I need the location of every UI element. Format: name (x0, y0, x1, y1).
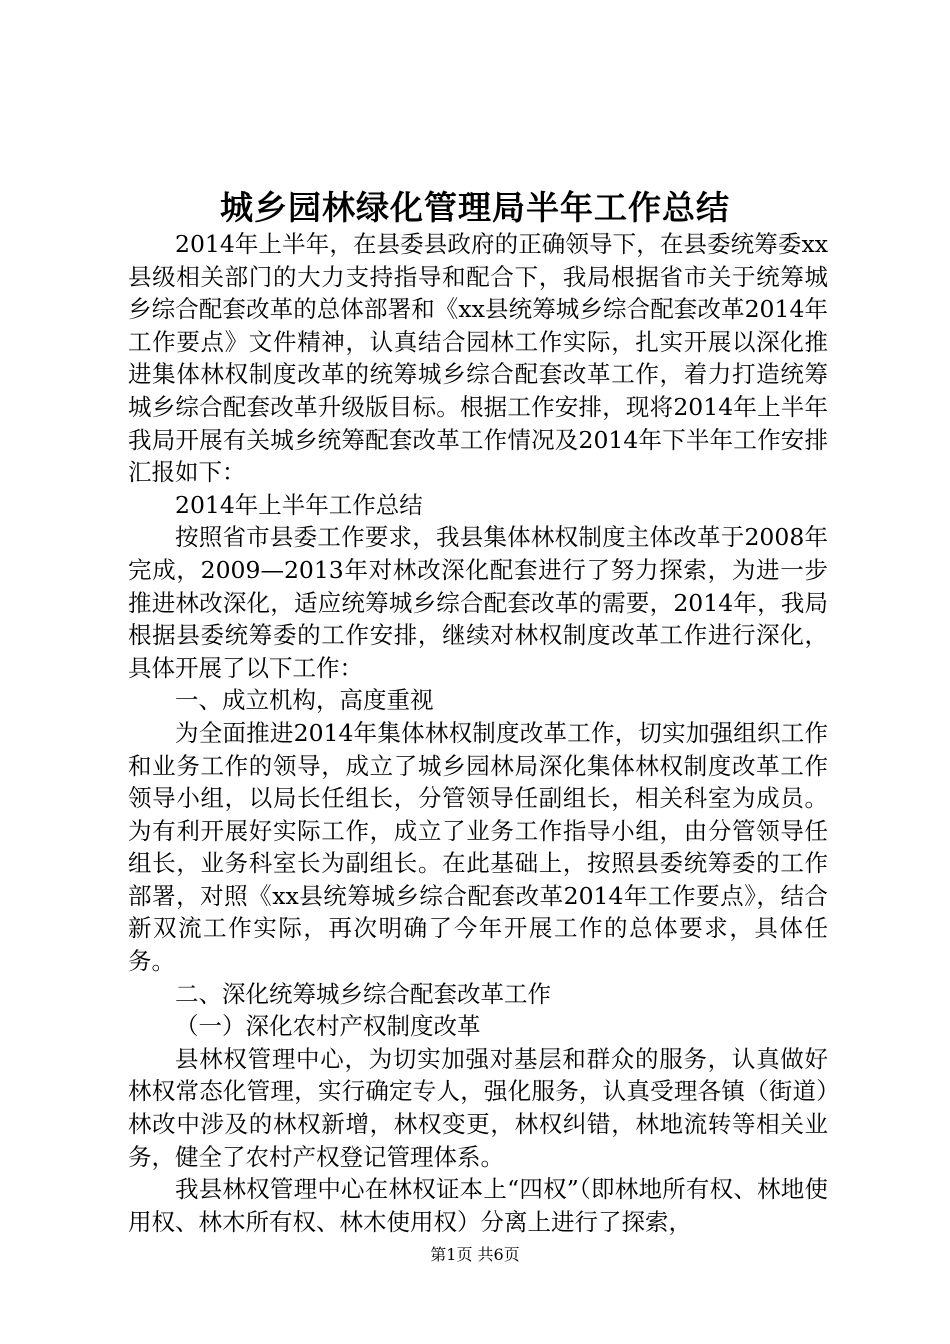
paragraph-subsection-one: 县林权管理中心，为切实加强对基层和群众的服务，认真做好林权常态化管理，实行确定专人，强化服务，认真受理各镇（街道）林改中涉及的林权新增，林权变更，林权纠错，林地流转等相关业务，健全了农村产权登记管理体系。 (128, 1044, 828, 1171)
page-footer: 第1页 共6页 (430, 1245, 520, 1264)
heading-subsection-one: （一）深化农村产权制度改革 (175, 1012, 481, 1041)
heading-section-one: 一、成立机构，高度重视 (175, 686, 434, 715)
paragraph-background: 按照省市县委工作要求，我县集体林权制度主体改革于2008年完成，2009—2013年对林改深化配套进行了努力探索，为进一步推进林改深化，适应统筹城乡综合配套改革的需要，2014年，我局根据县委统筹委的工作安排，继续对林权制度改革工作进行深化，具体开展了以下工作： (128, 523, 828, 682)
paragraph-section-one: 为全面推进2014年集体林权制度改革工作，切实加强组织工作和业务工作的领导，成立了城乡园林局深化集体林权制度改革工作领导小组，以局长任组长，分管领导任副组长，相关科室为成员。为有利开展好实际工作，成立了业务工作指导小组，由分管领导任组长，业务科室长为副组长。在此基础上，按照县委统筹委的工作部署，对照《xx县统筹城乡综合配套改革2014年工作要点》，结合新双流工作实际，再次明确了今年开展工作的总体要求，具体任务。 (128, 718, 828, 976)
paragraph-intro: 2014年上半年，在县委县政府的正确领导下，在县委统筹委xx县级相关部门的大力支持指导和配合下，我局根据省市关于统筹城乡综合配套改革的总体部署和《xx县统筹城乡综合配套改革2014年工作要点》文件精神，认真结合园林工作实际，扎实开展以深化推进集体林权制度改革的统筹城乡综合配套改革工作，着力打造统筹城乡综合配套改革升级版目标。根据工作安排，现将2014年上半年我局开展有关城乡统筹配套改革工作情况及2014年下半年工作安排汇报如下： (128, 230, 828, 487)
document-title: 城乡园林绿化管理局半年工作总结 (220, 188, 730, 227)
paragraph-four-rights: 我县林权管理中心在林权证本上“四权”（即林地所有权、林地使用权、林木所有权、林木使用权）分离上进行了探索， (128, 1175, 828, 1236)
heading-first-half-summary: 2014年上半年工作总结 (175, 490, 423, 519)
document-body (128, 228, 828, 1238)
heading-section-two: 二、深化统筹城乡综合配套改革工作 (175, 979, 551, 1008)
